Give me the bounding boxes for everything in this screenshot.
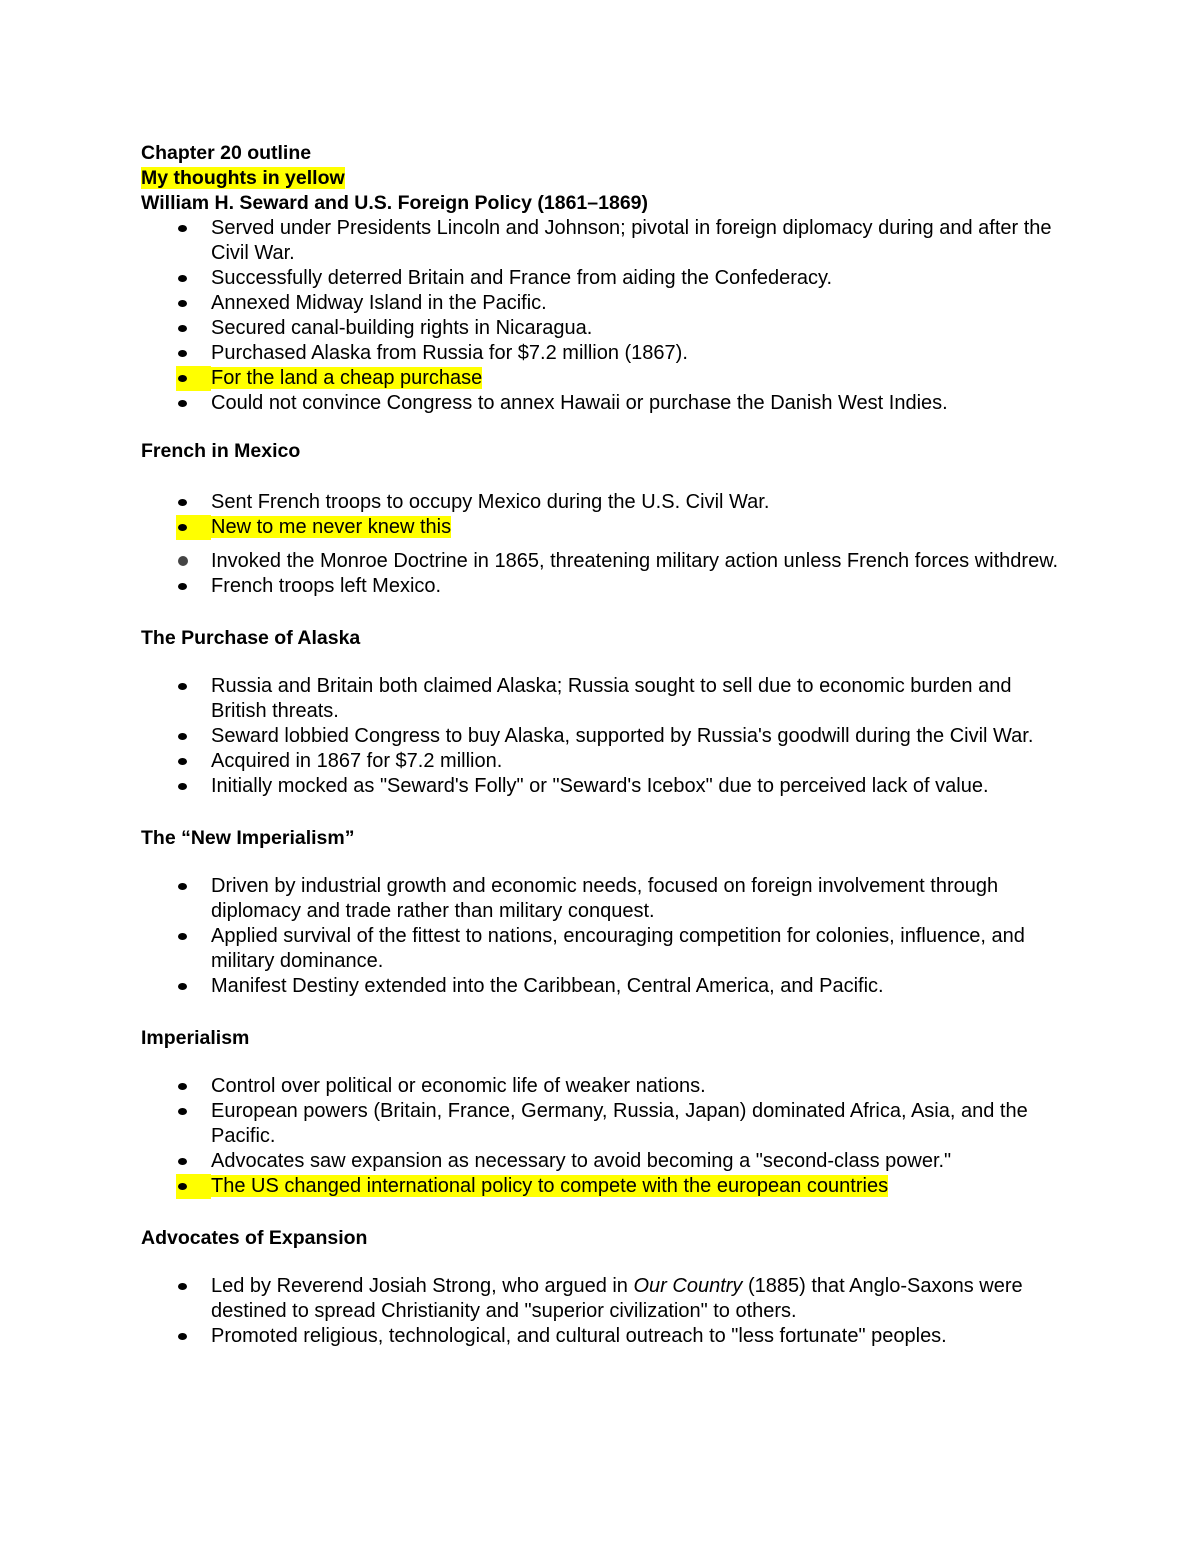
- spacer: [141, 651, 1071, 674]
- list-item: Advocates saw expansion as necessary to avoid becoming a "second-class power.": [141, 1149, 1071, 1174]
- list-item: Applied survival of the fittest to nations, encouraging competition for colonies, influence, and military dominance.: [141, 924, 1071, 974]
- bullet-icon: [178, 375, 187, 382]
- list-item: Russia and Britain both claimed Alaska; Russia sought to sell due to economic burden and British threats.: [141, 674, 1071, 724]
- spacer: [141, 1051, 1071, 1074]
- bullet-icon: [178, 350, 187, 357]
- bullet-icon: [178, 275, 187, 282]
- bullet-icon: [178, 683, 187, 690]
- list-item: Could not convince Congress to annex Hawaii or purchase the Danish West Indies.: [141, 391, 1071, 416]
- bullet-icon: [178, 1283, 187, 1290]
- bullet-icon: [178, 499, 187, 506]
- bullet-icon: [178, 983, 187, 990]
- bullet-icon: [178, 300, 187, 307]
- highlighted-list-item: New to me never knew this: [141, 515, 1071, 540]
- bullet-icon: [178, 1083, 187, 1090]
- section-list-seward: [141, 216, 1071, 416]
- spacer: [141, 599, 1071, 626]
- section-list-advocates-of-expansion: [141, 1274, 1071, 1349]
- bullet-icon: [178, 556, 188, 566]
- highlight-note: [141, 166, 1071, 191]
- bullet-icon: [178, 325, 187, 332]
- book-title: Our Country: [633, 1275, 743, 1297]
- bullet-icon: [178, 758, 187, 765]
- highlighted-list-item: For the land a cheap purchase: [141, 366, 1071, 391]
- bullet-icon: [178, 1108, 187, 1115]
- section-heading-french-in-mexico: French in Mexico: [141, 440, 301, 462]
- highlight-note-text: My thoughts in yellow: [141, 167, 345, 189]
- section-list-new-imperialism: [141, 874, 1071, 999]
- bullet-icon: [178, 225, 187, 232]
- section-heading-advocates-of-expansion: Advocates of Expansion: [141, 1227, 368, 1249]
- section-heading-purchase-of-alaska: The Purchase of Alaska: [141, 627, 361, 649]
- list-item: European powers (Britain, France, Germany, Russia, Japan) dominated Africa, Asia, and the Pacific.: [141, 1099, 1071, 1149]
- list-item: Led by Reverend Josiah Strong, who argued in Our Country (1885) that Anglo-Saxons were destined to spread Christianity and "superior civilization" to others.: [141, 1274, 1071, 1324]
- spacer: [141, 464, 1071, 490]
- highlighted-list-item: The US changed international policy to compete with the european countries: [141, 1174, 1071, 1199]
- list-item: Purchased Alaska from Russia for $7.2 million (1867).: [141, 341, 1071, 366]
- list-item: Driven by industrial growth and economic needs, focused on foreign involvement through diplomacy and trade rather than military conquest.: [141, 874, 1071, 924]
- bullet-icon: [178, 783, 187, 790]
- spacer: [141, 1199, 1071, 1226]
- bullet-icon: [178, 933, 187, 940]
- list-item: Initially mocked as "Seward's Folly" or "Seward's Icebox" due to perceived lack of value.: [141, 774, 1071, 799]
- list-item: Manifest Destiny extended into the Caribbean, Central America, and Pacific.: [141, 974, 1071, 999]
- spacer: [141, 799, 1071, 826]
- list-item: Successfully deterred Britain and France from aiding the Confederacy.: [141, 266, 1071, 291]
- section-list-imperialism: [141, 1074, 1071, 1199]
- section-list-purchase-of-alaska: [141, 674, 1071, 799]
- list-item: Secured canal-building rights in Nicaragua.: [141, 316, 1071, 341]
- section-list-french-in-mexico: [141, 490, 1071, 599]
- list-item: Annexed Midway Island in the Pacific.: [141, 291, 1071, 316]
- bullet-icon: [178, 733, 187, 740]
- bullet-icon: [178, 524, 187, 531]
- list-item: Seward lobbied Congress to buy Alaska, supported by Russia's goodwill during the Civil War.: [141, 724, 1071, 749]
- bullet-icon: [178, 1333, 187, 1340]
- list-item: Control over political or economic life of weaker nations.: [141, 1074, 1071, 1099]
- section-heading-imperialism: Imperialism: [141, 1027, 250, 1049]
- document-content: [141, 141, 1071, 1349]
- bullet-icon: [178, 583, 187, 590]
- spacer: [141, 999, 1071, 1026]
- spacer: [141, 1251, 1071, 1274]
- bullet-icon: [178, 1158, 187, 1165]
- bullet-icon: [178, 1183, 187, 1190]
- list-item: Promoted religious, technological, and cultural outreach to "less fortunate" peoples.: [141, 1324, 1071, 1349]
- spacer: [141, 416, 1071, 439]
- bullet-icon: [178, 883, 187, 890]
- bullet-icon: [178, 400, 187, 407]
- list-item: French troops left Mexico.: [141, 574, 1071, 599]
- list-item: Served under Presidents Lincoln and Johnson; pivotal in foreign diplomacy during and after the Civil War.: [141, 216, 1071, 266]
- list-item: Acquired in 1867 for $7.2 million.: [141, 749, 1071, 774]
- list-item: Invoked the Monroe Doctrine in 1865, threatening military action unless French forces withdrew.: [141, 549, 1071, 574]
- list-item: Sent French troops to occupy Mexico during the U.S. Civil War.: [141, 490, 1071, 515]
- section-heading-new-imperialism: The “New Imperialism”: [141, 827, 355, 849]
- document-title: Chapter 20 outline: [141, 142, 312, 164]
- section-heading-seward: William H. Seward and U.S. Foreign Policy (1861–1869): [141, 192, 648, 214]
- spacer: [141, 851, 1071, 874]
